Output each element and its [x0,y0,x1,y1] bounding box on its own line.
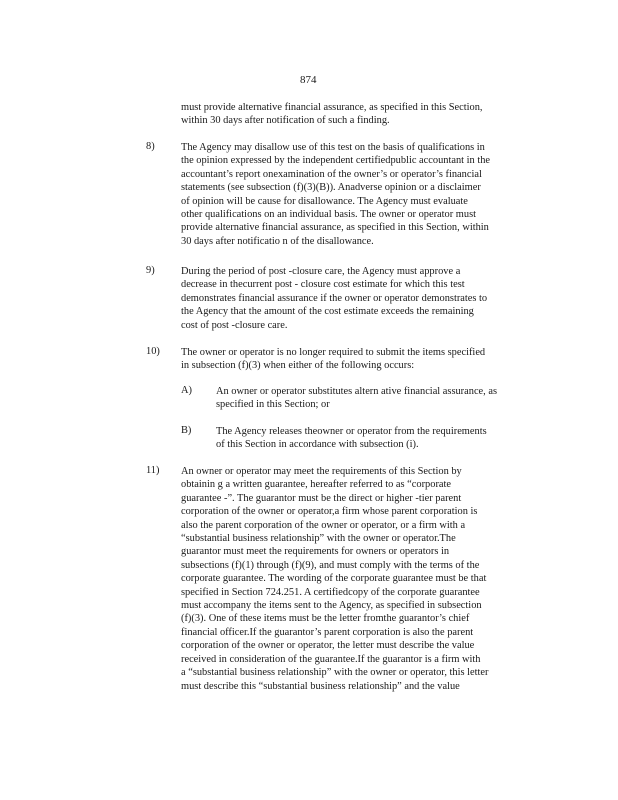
text-line: subsections (f)(1) through (f)(9), and must comply with the terms of the [181,559,480,571]
text-line: During the period of post -closure care, the Agency must approve a [181,266,461,277]
text-line: in subsection (f)(3) when either of the following occurs: [181,360,415,372]
paragraph-text [181,101,536,128]
text-line: must describe this “substantial business relationship” and the value [181,680,460,692]
text-line: a “substantial business relationship” with the owner or operator, this letter [181,667,489,679]
text-line: demonstrates financial assurance if the owner or operator demonstrates to [181,292,488,304]
numbered-paragraph-10 [146,346,538,373]
text-line: An owner or operator substitutes altern ative financial assurance, as [216,386,498,397]
text-line: obtainin g a written guarantee, hereafter referred to as “corporate [181,479,452,491]
text-line: guarantor must meet the requirements for owners or operators in [181,546,450,558]
text-line: within 30 days after notification of such a finding. [181,115,390,127]
text-line: corporate guarantee. The wording of the corporate guarantee must be that [181,573,487,585]
text-line: guarantee -”. The guarantor must be the direct or higher -tier parent [181,492,462,504]
text-line: corporation of the owner or operator,a firm whose parent corporation is [181,506,478,518]
text-line: of this Section in accordance with subsection (i). [216,439,419,451]
text-line: The owner or operator is no longer required to submit the items specified [181,347,486,358]
text-line: specified in Section 724.251. A certifiedcopy of the corporate guarantee [181,586,480,598]
text-line: must accompany the items sent to the Agency, as specified in subsection [181,600,482,612]
text-line: The Agency may disallow use of this test on the basis of qualifications in [181,142,485,153]
paragraph-text [181,346,538,373]
text-line: accountant’s report onexamination of the owner’s or operator’s financial [181,168,482,180]
text-line: decrease in thecurrent post - closure cost estimate for which this test [181,279,465,291]
text-line: the Agency that the amount of the cost estimate exceeds the remaining [181,306,474,318]
continued-paragraph [181,101,536,128]
subparagraph-a [181,385,538,412]
text-line: the opinion expressed by the independent certifiedpublic accountant in the [181,155,491,167]
numbered-paragraph-9 [146,265,538,332]
text-line: corporation of the owner or operator, the letter must describe the value [181,640,475,652]
text-line: specified in this Section; or [216,399,330,411]
subparagraph-letter: B) [181,425,192,436]
text-line: “substantial business relationship” with the owner or operator.The [181,533,456,545]
text-line: of opinion will be cause for disallowance. The Agency must evaluate [181,195,468,207]
paragraph-text [216,385,538,412]
paragraph-text [216,425,538,452]
paragraph-number: 8) [146,141,155,152]
subparagraph-b [181,425,538,452]
text-line: financial officer.If the guarantor’s parent corporation is also the parent [181,626,474,638]
text-line: statements (see subsection (f)(3)(B)). Anadverse opinion or a disclaimer [181,182,481,194]
text-line: 30 days after notificatio n of the disallowance. [181,235,374,247]
numbered-paragraph-11 [146,465,538,693]
page-number: 874 [300,74,317,86]
numbered-paragraph-8 [146,141,538,248]
paragraph-number: 11) [146,465,160,476]
paragraph-number: 9) [146,265,155,276]
text-line: other qualifications on an individual basis. The owner or operator must [181,209,477,221]
paragraph-text [181,265,538,332]
paragraph-number: 10) [146,346,160,357]
paragraph-text [181,141,538,248]
text-line: received in consideration of the guarantee.If the guarantor is a firm with [181,653,481,665]
text-line: provide alternative financial assurance, as specified in this Section, within [181,222,489,234]
subparagraph-letter: A) [181,385,192,396]
text-line: The Agency releases theowner or operator from the requirements [216,426,487,437]
text-line: also the parent corporation of the owner or operator, or a firm with a [181,519,466,531]
text-line: An owner or operator may meet the requirements of this Section by [181,466,462,477]
text-line: must provide alternative financial assurance, as specified in this Section, [181,102,483,113]
text-line: cost of post -closure care. [181,319,288,331]
paragraph-text [181,465,538,693]
text-line: (f)(3). One of these items must be the letter fromthe guarantor’s chief [181,613,470,625]
